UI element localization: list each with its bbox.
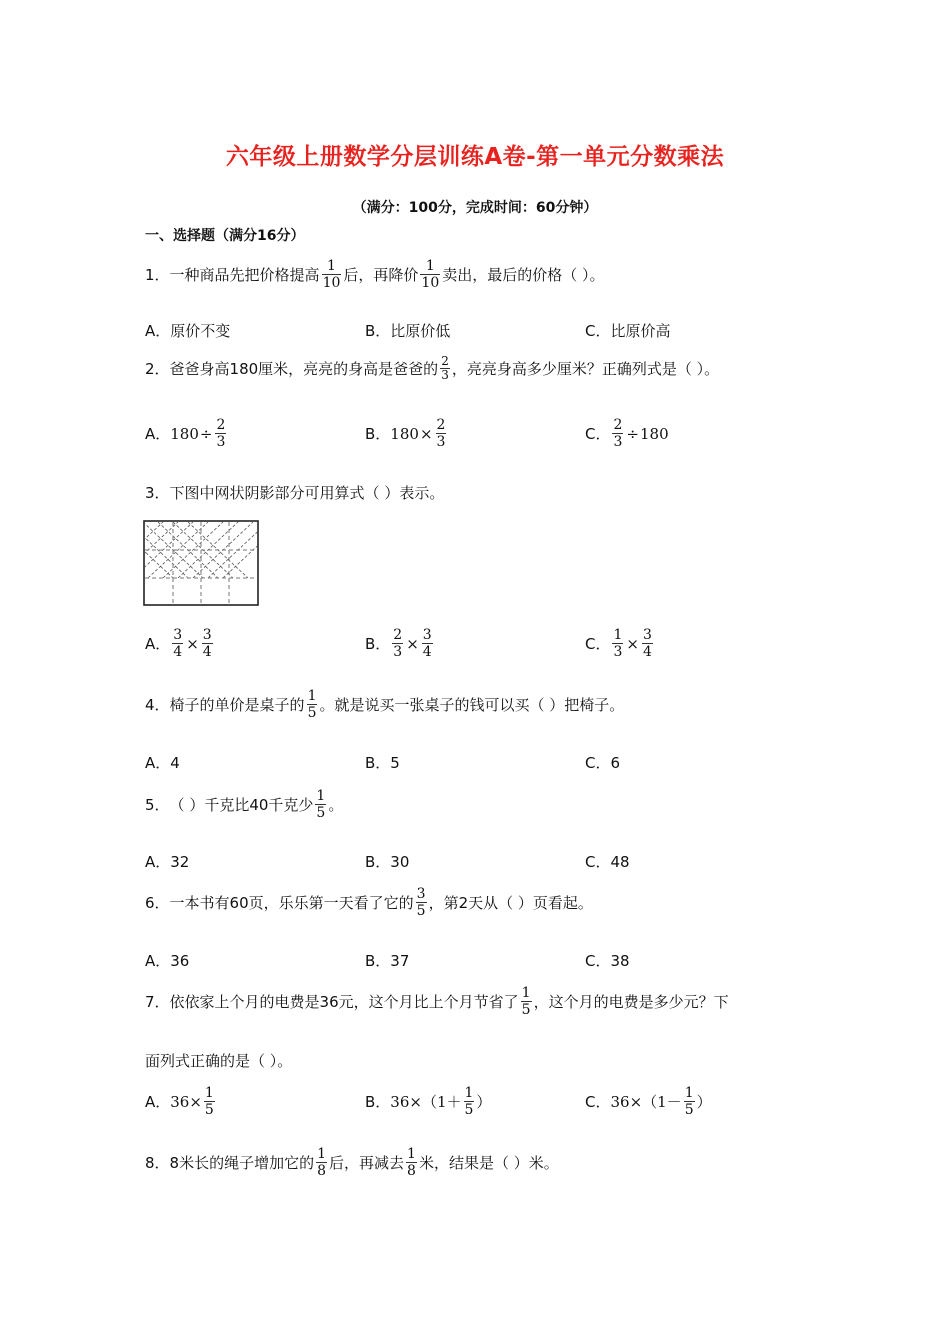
option-c: C． $\frac{2}{3}$ ÷ 180	[585, 417, 669, 450]
fraction: $\frac{2}{3}$	[436, 417, 446, 450]
section-heading: 一、选择题（满分16分）	[145, 228, 305, 244]
option-b: B．比原价低	[365, 322, 451, 340]
option-c: C． $\frac{1}{3}$ × $\frac{3}{4}$	[585, 627, 652, 660]
option-b: B． 36×（1＋ $\frac{1}{5}$ ）	[365, 1085, 492, 1118]
fraction: $\frac{3}{4}$	[422, 627, 432, 660]
option-b: B．5	[365, 754, 400, 772]
fraction: $\frac{1}{5}$	[316, 788, 326, 821]
question-text: 卖出，最后的价格（ ）。	[442, 266, 605, 284]
question-text: ，这个月的电费是多少元？下	[533, 993, 729, 1011]
option-a: A．4	[145, 754, 180, 772]
question-number: 1．	[145, 266, 170, 284]
option-c: C． 36×（1－ $\frac{1}{5}$ ）	[585, 1085, 712, 1118]
page-subtitle: （满分：100分，完成时间：60分钟）	[352, 200, 598, 216]
option-a: A． $\frac{3}{4}$ × $\frac{3}{4}$	[145, 627, 212, 660]
question-text: ，亮亮身高多少厘米？正确列式是（ ）。	[451, 360, 720, 378]
fraction: $\frac{3}{4}$	[202, 627, 212, 660]
question-number: 3．	[145, 484, 170, 502]
question-number: 7．	[145, 993, 170, 1011]
fraction: $\frac{2}{3}$	[613, 417, 623, 450]
question-5	[145, 788, 343, 821]
fraction: $\frac{1}{8}$	[407, 1146, 416, 1179]
question-text: 依依家上个月的电费是36元，这个月比上个月节省了	[169, 993, 519, 1011]
question-8	[145, 1146, 559, 1179]
question-text: 爸爸身高180厘米，亮亮的身高是爸爸的	[169, 360, 439, 378]
fraction: $\frac{1}{5}$	[684, 1085, 694, 1118]
question-number: 8．	[145, 1154, 170, 1172]
fraction: $\frac{3}{5}$	[416, 886, 426, 919]
fraction: $\frac{1}{10}$	[421, 258, 440, 291]
question-4	[145, 688, 624, 721]
page-title: 六年级上册数学分层训练A卷-第一单元分数乘法	[225, 144, 725, 170]
question-text: 8米长的绳子增加它的	[169, 1154, 315, 1172]
option-c: C．比原价高	[585, 322, 671, 340]
question-number: 2．	[145, 360, 170, 378]
fraction: $\frac{2}{3}$	[441, 354, 449, 382]
option-a: A． 180 ÷ $\frac{2}{3}$	[145, 417, 226, 450]
fraction: $\frac{2}{3}$	[393, 627, 403, 660]
question-1	[145, 258, 605, 291]
option-c: C．38	[585, 952, 630, 970]
option-a: A．36	[145, 952, 190, 970]
fraction: $\frac{2}{3}$	[216, 417, 226, 450]
option-b: B．30	[365, 853, 410, 871]
fraction: $\frac{3}{4}$	[642, 627, 652, 660]
shaded-grid-figure	[143, 520, 259, 606]
question-text: ，第2天从（ ）页看起。	[428, 894, 593, 912]
fraction: $\frac{1}{3}$	[613, 627, 623, 660]
option-b: B． $\frac{2}{3}$ × $\frac{3}{4}$	[365, 627, 432, 660]
option-a: A．32	[145, 853, 190, 871]
question-text: 椅子的单价是桌子的	[169, 696, 305, 714]
question-text: 后，再降价	[343, 266, 419, 284]
question-6	[145, 886, 593, 919]
option-c: C．48	[585, 853, 630, 871]
fraction: $\frac{1}{5}$	[204, 1085, 214, 1118]
fraction: $\frac{3}{4}$	[173, 627, 183, 660]
option-a: A． 36× $\frac{1}{5}$	[145, 1085, 214, 1118]
fraction: $\frac{1}{10}$	[322, 258, 341, 291]
question-number: 6．	[145, 894, 170, 912]
question-text: 一本书有60页，乐乐第一天看了它的	[169, 894, 414, 912]
option-b: B．37	[365, 952, 410, 970]
option-a: A．原价不变	[145, 322, 231, 340]
fraction: $\frac{1}{5}$	[464, 1085, 474, 1118]
question-text: 米，结果是（ ）米。	[418, 1154, 559, 1172]
question-3	[145, 482, 444, 503]
question-7	[145, 985, 729, 1018]
fraction: $\frac{1}{5}$	[307, 688, 317, 721]
question-7-line-2: 面列式正确的是（ ）。	[145, 1052, 293, 1070]
fraction: $\frac{1}{8}$	[317, 1146, 327, 1179]
question-number: 5．	[145, 796, 170, 814]
question-text: （ ）千克比40千克少	[169, 796, 314, 814]
question-number: 4．	[145, 696, 170, 714]
question-text: 下图中网状阴影部分可用算式（ ）表示。	[169, 484, 445, 502]
option-c: C．6	[585, 754, 621, 772]
question-text: 。就是说买一张桌子的钱可以买（ ）把椅子。	[319, 696, 625, 714]
fraction: $\frac{1}{5}$	[521, 985, 531, 1018]
question-text: 一种商品先把价格提高	[169, 266, 320, 284]
option-b: B． 180 × $\frac{2}{3}$	[365, 417, 446, 450]
question-text: 。	[328, 796, 344, 814]
question-text: 后，再减去	[329, 1154, 405, 1172]
question-2	[145, 355, 719, 382]
